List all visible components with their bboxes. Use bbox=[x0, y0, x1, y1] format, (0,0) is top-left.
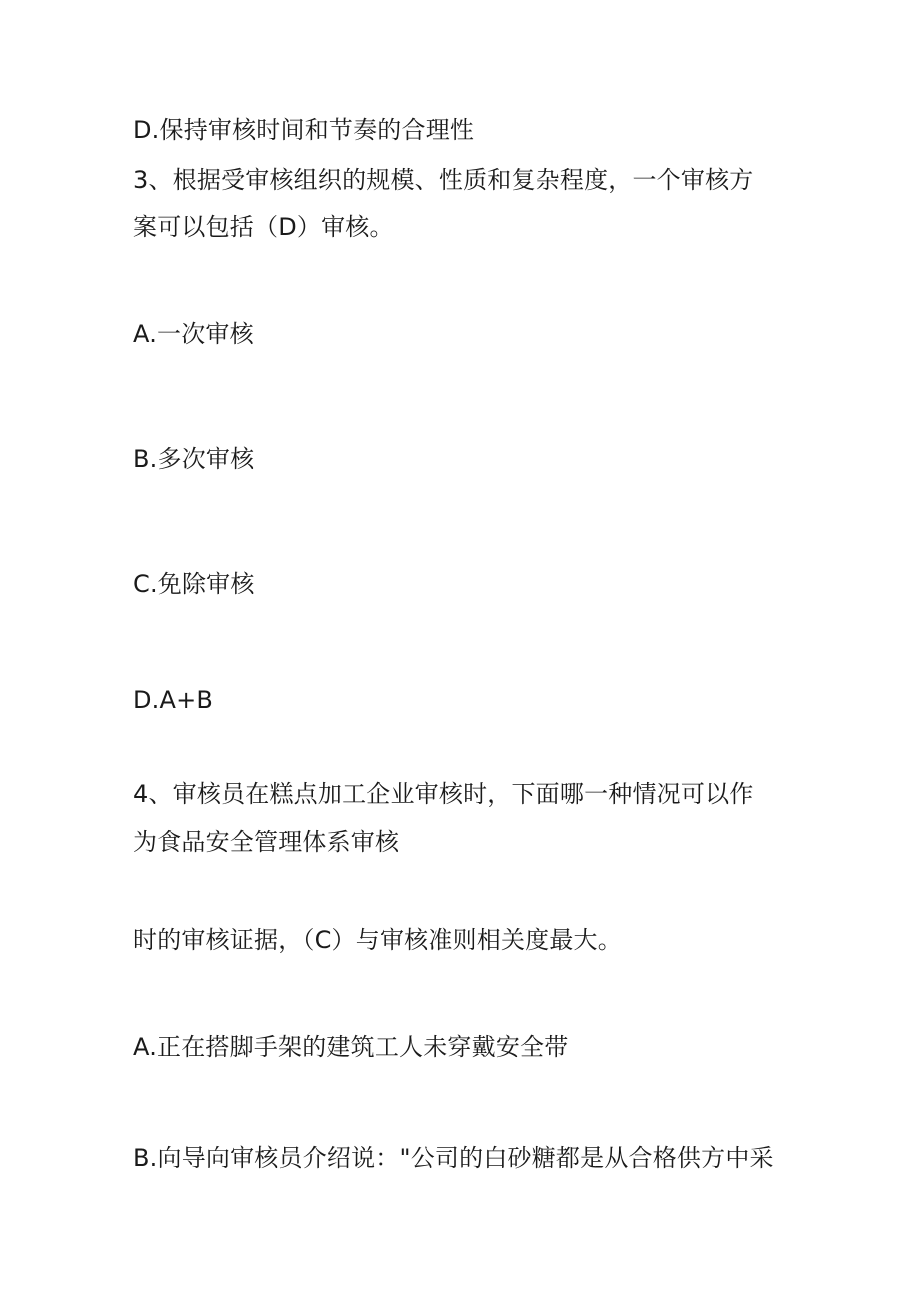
question-4-line-1: 4、审核员在糕点加工企业审核时，下面哪一种情况可以作 bbox=[133, 780, 754, 808]
option-b-q4: B.向导向审核员介绍说："公司的白砂糖都是从合格供方中采 bbox=[133, 1144, 774, 1172]
option-d-q3: D.A+B bbox=[133, 686, 214, 714]
question-4-line-3: 时的审核证据，（C）与审核准则相关度最大。 bbox=[133, 926, 622, 954]
question-3-line-2: 案可以包括（D）审核。 bbox=[133, 213, 394, 241]
option-b-q3: B.多次审核 bbox=[133, 445, 255, 473]
question-3-line-1: 3、根据受审核组织的规模、性质和复杂程度，一个审核方 bbox=[133, 166, 754, 194]
option-c-q3: C.免除审核 bbox=[133, 570, 255, 598]
question-4-line-2: 为食品安全管理体系审核 bbox=[133, 828, 400, 856]
option-a-q3: A.一次审核 bbox=[133, 320, 254, 348]
option-d-q2: D.保持审核时间和节奏的合理性 bbox=[133, 116, 475, 144]
option-a-q4: A.正在搭脚手架的建筑工人未穿戴安全带 bbox=[133, 1033, 569, 1061]
